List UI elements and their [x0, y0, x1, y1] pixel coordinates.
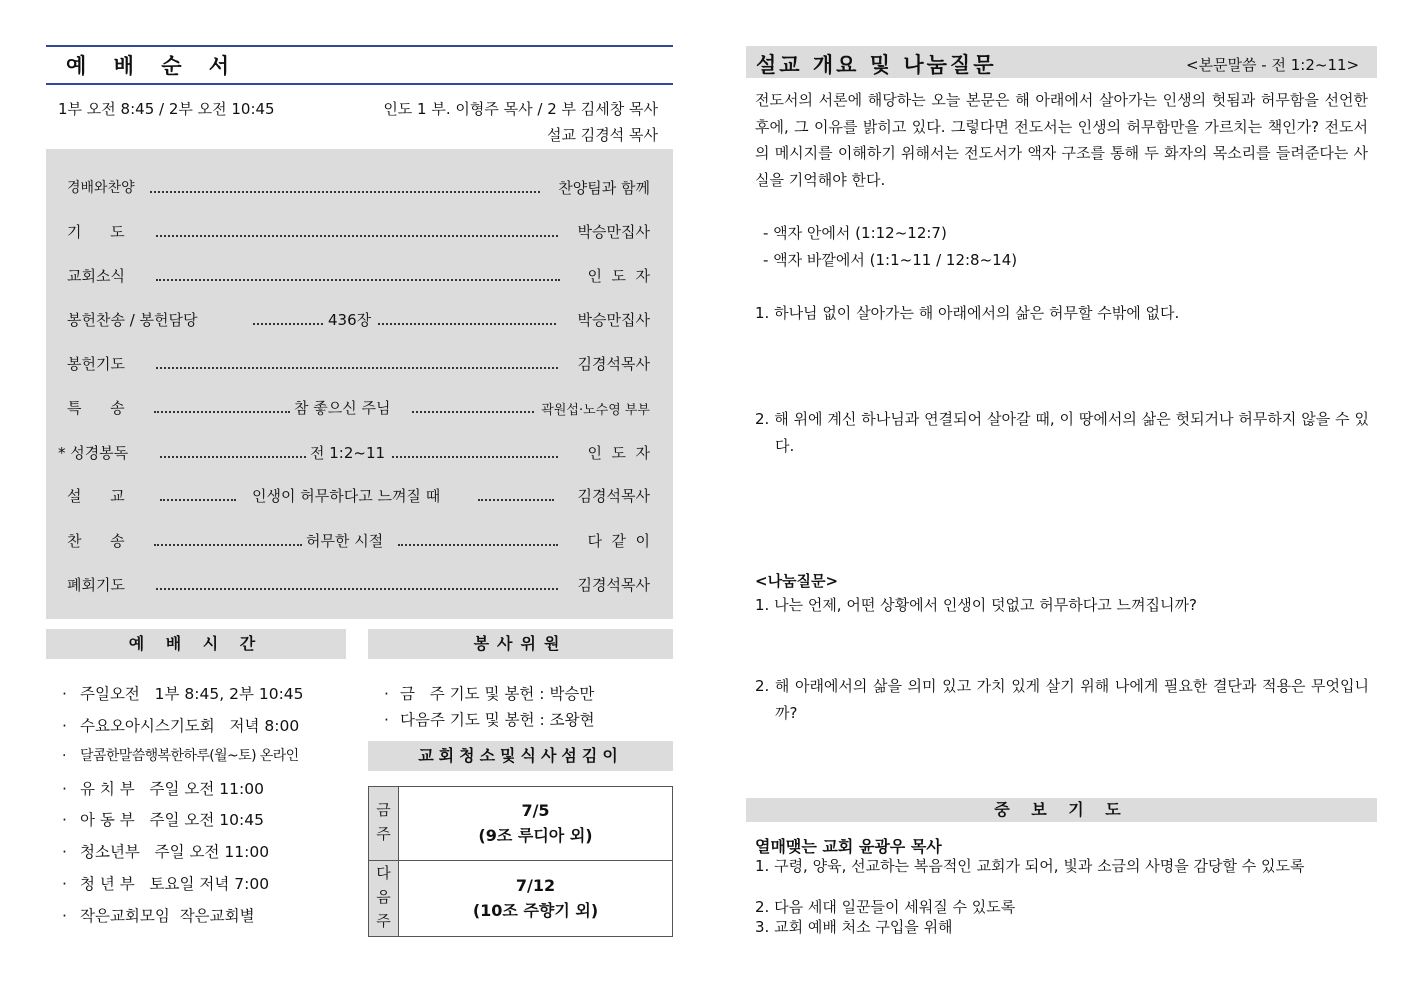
label-char: 금	[376, 801, 391, 819]
order-row	[46, 262, 673, 288]
worship-time-item	[62, 745, 299, 765]
leader-dots	[154, 531, 302, 546]
prayer-item: 3. 교회 예배 처소 구입을 위해	[755, 918, 953, 936]
preacher-line: 설교 김경석 목사	[547, 126, 658, 144]
cleaning-heading: 교회청소및식사섬김이	[368, 741, 673, 771]
order-item-person: 곽원섭·노수영 부부	[541, 403, 650, 418]
leader-dots	[156, 354, 558, 369]
worship-order-box	[46, 149, 673, 619]
cleaning-team: (10조 주향기 외)	[472, 901, 599, 920]
order-item-sermon-title: 인생이 허무하다고 느껴질 때	[252, 487, 441, 505]
leader-dots	[398, 531, 558, 546]
worship-time-item	[62, 714, 299, 736]
servant-item	[384, 708, 595, 730]
worship-time-item	[62, 808, 264, 830]
cleaning-label-this-week	[369, 787, 399, 860]
bullet: ·	[62, 811, 67, 829]
servants-heading: 봉사위원	[368, 629, 673, 659]
worship-time-item	[62, 682, 304, 704]
questions-heading: <나눔질문>	[755, 572, 839, 590]
leader-dots	[392, 443, 558, 458]
bullet: ·	[384, 711, 389, 729]
worship-times-heading: 예 배 시 간	[46, 629, 346, 659]
order-item-name: 기 도	[67, 223, 125, 241]
order-row	[46, 306, 673, 332]
worship-time-item	[62, 840, 269, 862]
worship-time-text: 아 동 부 주일 오전 10:45	[80, 811, 264, 829]
bullet: ·	[384, 685, 389, 703]
leader-dots	[378, 310, 556, 325]
order-item-name: 폐회기도	[67, 576, 125, 594]
leader-dots	[412, 398, 534, 413]
sharing-question: 1. 나는 언제, 어떤 상황에서 인생이 덧없고 허무하다고 느껴집니까?	[755, 596, 1197, 614]
order-title: 예 배 순 서	[66, 54, 240, 78]
order-item-name: * 성경봉독	[58, 444, 129, 462]
cleaning-table	[368, 786, 673, 937]
label-char: 주	[376, 825, 391, 843]
worship-time-text: 유 치 부 주일 오전 11:00	[80, 780, 264, 798]
sermon-intro: 전도서의 서론에 해당하는 오늘 본문은 해 아래에서 살아가는 인생의 헛됨과 허무함을 선언한 후에, 그 이유를 밝히고 있다. 그렇다면 전도서는 인생의 허무함만을 가르치는 책인가? 전도서의 메시지를 이해하기 위해서는 전도서가 액자 구조를 통해 두 화자의 목소리를 들려준다는 사실을 기억해야 한다.	[755, 91, 1368, 189]
bullet: ·	[62, 685, 67, 703]
frame-item: - 액자 바깥에서 (1:1~11 / 12:8~14)	[763, 251, 1018, 269]
cleaning-label-next-week	[369, 861, 399, 936]
sermon-point: 2. 해 위에 계신 하나님과 연결되어 살아갈 때, 이 땅에서의 삶은 헛되거나 허무하지 않을 수 있다.	[755, 410, 1369, 455]
order-item-person: 김경석목사	[577, 355, 650, 373]
cleaning-date: 7/5	[521, 801, 550, 820]
order-item-hymn: 허무한 시절	[306, 532, 384, 550]
order-item-person: 다 같 이	[587, 532, 650, 550]
order-item-name: 봉헌찬송 / 봉헌담당	[67, 311, 198, 329]
order-item-person: 인 도 자	[587, 444, 650, 462]
leader-dots	[253, 310, 323, 325]
order-item-name: 찬 송	[67, 532, 125, 550]
order-row	[46, 439, 673, 465]
order-row	[46, 394, 673, 420]
worship-time-item	[62, 777, 264, 799]
worship-time-text: 달콤한말씀행복한하루(월~토) 온라인	[80, 748, 299, 764]
label-char: 음	[376, 888, 391, 906]
worship-time-text: 청 년 부 토요일 저녁 7:00	[80, 875, 270, 893]
servant-text: 다음주 기도 및 봉헌 : 조왕현	[400, 711, 595, 729]
frame-item: - 액자 안에서 (1:12~12:7)	[763, 224, 947, 242]
bullet: ·	[62, 843, 67, 861]
order-item-name: 봉헌기도	[67, 355, 125, 373]
cleaning-team: (9조 루디아 외)	[478, 826, 593, 845]
intercession-church: 열매맺는 교회 윤광우 목사	[755, 837, 942, 856]
service-times: 1부 오전 8:45 / 2부 오전 10:45	[58, 100, 275, 118]
sharing-question: 2. 해 아래에서의 삶을 의미 있고 가치 있게 살기 위해 나에게 필요한 결단과 적용은 무엇입니까?	[755, 677, 1369, 722]
order-row	[46, 527, 673, 553]
leader-dots	[160, 443, 306, 458]
bullet: ·	[62, 780, 67, 798]
order-item-person: 박승만집사	[577, 311, 650, 329]
order-item-person: 박승만집사	[577, 223, 650, 241]
cleaning-next-week	[399, 873, 672, 923]
order-item-person: 김경석목사	[577, 576, 650, 594]
worship-time-item	[62, 904, 255, 926]
cleaning-this-week	[399, 798, 672, 848]
cleaning-date: 7/12	[515, 876, 556, 895]
prayer-item: 1. 구령, 양육, 선교하는 복음적인 교회가 되어, 빛과 소금의 사명을 감당할 수 있도록	[755, 857, 1305, 875]
scripture-reference: <본문말씀 - 전 1:2~11>	[1186, 56, 1360, 74]
order-item-name: 특 송	[67, 399, 125, 417]
order-item-scripture: 전 1:2~11	[310, 444, 386, 462]
order-item-name: 경배와찬양	[67, 180, 135, 196]
servant-text: 금 주 기도 및 봉헌 : 박승만	[400, 685, 595, 703]
order-item-person: 김경석목사	[577, 487, 650, 505]
bullet: ·	[62, 748, 66, 764]
order-row	[46, 218, 673, 244]
leader-dots	[160, 486, 236, 501]
order-row	[46, 350, 673, 376]
sermon-point: 1. 하나님 없이 살아가는 해 아래에서의 삶은 허무할 수밖에 없다.	[755, 304, 1180, 322]
leader-dots	[154, 398, 290, 413]
leaders-line: 인도 1 부. 이형주 목사 / 2 부 김세창 목사	[383, 100, 658, 118]
label-char: 다	[376, 864, 391, 882]
leader-dots	[478, 486, 554, 501]
leader-dots	[156, 222, 558, 237]
worship-time-text: 청소년부 주일 오전 11:00	[80, 843, 270, 861]
table-divider	[369, 860, 672, 861]
worship-time-text: 주일오전 1부 8:45, 2부 10:45	[80, 685, 304, 703]
prayer-item: 2. 다음 세대 일꾼들이 세워질 수 있도록	[755, 898, 1016, 916]
order-row	[46, 571, 673, 597]
order-row	[46, 482, 673, 508]
order-item-name: 설 교	[67, 487, 125, 505]
order-item-hymn: 436장	[328, 311, 372, 329]
worship-time-item	[62, 872, 269, 894]
bullet: ·	[62, 717, 67, 735]
order-item-person: 인 도 자	[587, 267, 650, 285]
label-char: 주	[376, 912, 391, 930]
worship-time-text: 수요오아시스기도회 저녁 8:00	[80, 717, 300, 735]
order-row	[46, 174, 673, 200]
leader-dots	[150, 178, 540, 193]
order-item-special-song: 참 좋으신 주님	[294, 399, 391, 417]
worship-time-text: 작은교회모임 작은교회별	[80, 907, 255, 925]
order-item-person: 찬양팀과 함께	[558, 179, 650, 197]
leader-dots	[156, 575, 558, 590]
servant-item	[384, 682, 594, 704]
bullet: ·	[62, 907, 67, 925]
sermon-title: 설교 개요 및 나눔질문	[756, 53, 997, 77]
intercession-heading: 중 보 기 도	[746, 798, 1377, 822]
order-item-name: 교회소식	[67, 267, 125, 285]
leader-dots	[156, 266, 560, 281]
bullet: ·	[62, 875, 67, 893]
